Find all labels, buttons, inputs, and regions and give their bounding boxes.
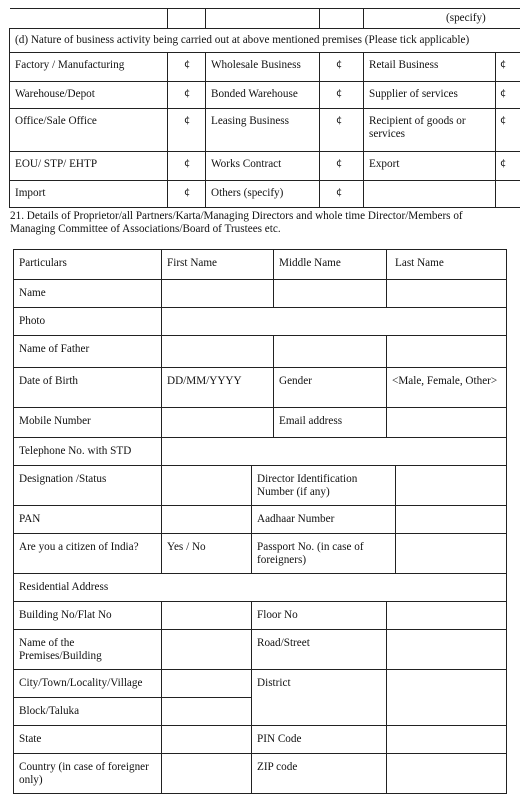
father-row <box>14 336 507 368</box>
photo-row <box>14 308 507 336</box>
particulars-header: Particulars <box>14 250 162 280</box>
father-last-input[interactable] <box>387 336 507 368</box>
first-name-input[interactable] <box>162 280 274 308</box>
father-middle-input[interactable] <box>274 336 387 368</box>
pan-label: PAN <box>14 506 162 534</box>
city-label: City/Town/Locality/Village <box>14 670 162 698</box>
building-label: Building No/Flat No <box>14 602 162 630</box>
photo-input[interactable] <box>162 308 507 336</box>
zip-input[interactable] <box>387 754 507 794</box>
specify-label: (specify) <box>364 9 520 29</box>
photo-label: Photo <box>14 308 162 336</box>
din-input[interactable] <box>396 466 507 506</box>
district-input[interactable] <box>387 670 507 726</box>
pan-row <box>14 506 507 534</box>
district-label: District <box>252 670 387 726</box>
blank-cell[interactable] <box>10 9 168 29</box>
pin-input[interactable] <box>387 726 507 754</box>
citizen-input[interactable]: Yes / No <box>162 534 252 574</box>
activity-row <box>10 109 520 152</box>
activity-label: Import <box>10 181 168 208</box>
checkbox[interactable]: ¢ <box>168 82 206 109</box>
city-input[interactable] <box>162 670 252 698</box>
activity-label: Others (specify) <box>206 181 320 208</box>
state-label: State <box>14 726 162 754</box>
floor-label: Floor No <box>252 602 387 630</box>
checkbox[interactable]: ¢ <box>320 181 364 208</box>
pan-input[interactable] <box>162 506 252 534</box>
aadhaar-input[interactable] <box>396 506 507 534</box>
checkbox[interactable]: ¢ <box>496 152 520 181</box>
designation-input[interactable] <box>162 466 252 506</box>
activity-row <box>10 53 520 82</box>
dob-input[interactable]: DD/MM/YYYY <box>162 368 274 408</box>
activity-label: Office/Sale Office <box>10 109 168 152</box>
father-first-input[interactable] <box>162 336 274 368</box>
blank-cell[interactable] <box>206 9 320 29</box>
activity-label: Factory / Manufacturing <box>10 53 168 82</box>
activity-label: Bonded Warehouse <box>206 82 320 109</box>
checkbox[interactable]: ¢ <box>168 109 206 152</box>
dob-row <box>14 368 507 408</box>
block-label: Block/Taluka <box>14 698 162 726</box>
section-21-title: 21. Details of Proprietor/all Partners/Karta/Managing Directors and whole time Director/Members of Managing Committee of Associations/Board of Trustees etc. <box>10 210 510 237</box>
activity-label: Export <box>364 152 496 181</box>
gender-label: Gender <box>274 368 387 408</box>
passport-label: Passport No. (in case of foreigners) <box>252 534 396 574</box>
checkbox[interactable]: ¢ <box>168 53 206 82</box>
residential-address-label: Residential Address <box>14 574 507 602</box>
proprietor-details-table <box>13 249 507 794</box>
road-input[interactable] <box>387 630 507 670</box>
header-row <box>14 250 507 280</box>
premises-input[interactable] <box>162 630 252 670</box>
telephone-input[interactable] <box>162 438 507 466</box>
premises-label: Name of the Premises/Building <box>14 630 162 670</box>
premises-row <box>14 630 507 670</box>
name-row <box>14 280 507 308</box>
checkbox[interactable]: ¢ <box>168 152 206 181</box>
checkbox[interactable]: ¢ <box>320 109 364 152</box>
business-caption: (d) Nature of business activity being carried out at above mentioned premises (Please tick applicable) <box>10 29 520 53</box>
mobile-input[interactable] <box>162 408 274 438</box>
business-activity-table <box>9 8 520 208</box>
checkbox[interactable]: ¢ <box>320 82 364 109</box>
telephone-row <box>14 438 507 466</box>
middle-name-input[interactable] <box>274 280 387 308</box>
block-input[interactable] <box>162 698 252 726</box>
checkbox[interactable]: ¢ <box>496 53 520 82</box>
activity-label: Warehouse/Depot <box>10 82 168 109</box>
building-row <box>14 602 507 630</box>
mobile-row <box>14 408 507 438</box>
first-name-header: First Name <box>162 250 274 280</box>
checkbox[interactable]: ¢ <box>496 82 520 109</box>
designation-label: Designation /Status <box>14 466 162 506</box>
residential-row <box>14 574 507 602</box>
email-input[interactable] <box>387 408 507 438</box>
passport-input[interactable] <box>396 534 507 574</box>
country-input[interactable] <box>162 754 252 794</box>
checkbox[interactable]: ¢ <box>168 181 206 208</box>
specify-row <box>10 9 520 29</box>
activity-label: Recipient of goods or services <box>364 109 496 152</box>
checkbox[interactable]: ¢ <box>496 109 520 152</box>
checkbox[interactable]: ¢ <box>320 53 364 82</box>
activity-label: Wholesale Business <box>206 53 320 82</box>
gender-input[interactable]: <Male, Female, Other> <box>387 368 507 408</box>
state-row <box>14 726 507 754</box>
activity-row <box>10 181 520 208</box>
floor-input[interactable] <box>387 602 507 630</box>
activity-label: Supplier of services <box>364 82 496 109</box>
blank-cell <box>364 181 496 208</box>
name-label: Name <box>14 280 162 308</box>
activity-row <box>10 82 520 109</box>
telephone-label: Telephone No. with STD <box>14 438 162 466</box>
din-label: Director Identification Number (if any) <box>252 466 396 506</box>
activity-label: Leasing Business <box>206 109 320 152</box>
country-label: Country (in case of foreigner only) <box>14 754 162 794</box>
father-label: Name of Father <box>14 336 162 368</box>
city-row <box>14 670 507 698</box>
activity-label: Retail Business <box>364 53 496 82</box>
aadhaar-label: Aadhaar Number <box>252 506 396 534</box>
designation-row <box>14 466 507 506</box>
middle-name-header: Middle Name <box>274 250 387 280</box>
activity-label: EOU/ STP/ EHTP <box>10 152 168 181</box>
road-label: Road/Street <box>252 630 387 670</box>
blank-cell[interactable] <box>320 9 364 29</box>
blank-cell <box>496 181 520 208</box>
blank-cell[interactable] <box>168 9 206 29</box>
activity-row <box>10 152 520 181</box>
pin-label: PIN Code <box>252 726 387 754</box>
last-name-header: Last Name <box>387 250 507 280</box>
mobile-label: Mobile Number <box>14 408 162 438</box>
citizen-row <box>14 534 507 574</box>
last-name-input[interactable] <box>387 280 507 308</box>
zip-label: ZIP code <box>252 754 387 794</box>
dob-label: Date of Birth <box>14 368 162 408</box>
checkbox[interactable]: ¢ <box>320 152 364 181</box>
building-input[interactable] <box>162 602 252 630</box>
state-input[interactable] <box>162 726 252 754</box>
citizen-label: Are you a citizen of India? <box>14 534 162 574</box>
activity-label: Works Contract <box>206 152 320 181</box>
country-row <box>14 754 507 794</box>
email-label: Email address <box>274 408 387 438</box>
